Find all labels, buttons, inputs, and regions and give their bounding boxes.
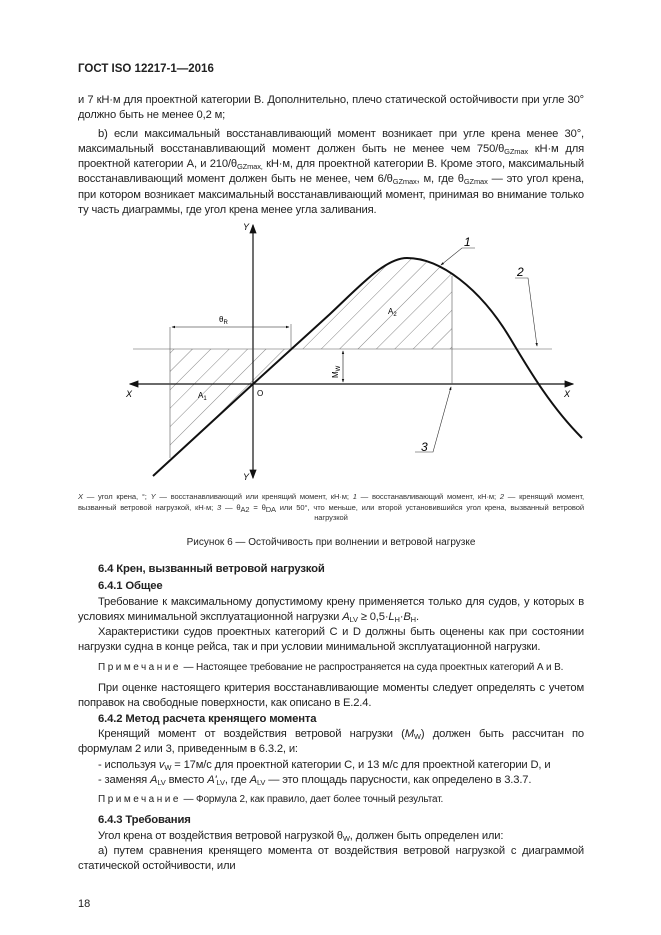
note-text: — Настоящее требование не распространяется на суда проектных категорий А и В. [180,661,564,673]
area-a2-hatch [291,258,510,349]
heading-6-4: 6.4 Крен, вызванный ветровой нагрузкой [98,563,325,575]
note-label: Примечание [98,794,181,806]
text-run: A [342,610,350,623]
text-run: - используя [98,758,159,771]
subscript-text: LV [216,777,225,787]
subscript-text: A2 [240,504,250,514]
text-run: или 50°, что меньше, или второй установившийся угол крена, вызванный ветровой нагрузкой [275,502,584,522]
paragraph [78,727,584,758]
text-run: 2 [499,492,504,501]
document-header: ГОСТ ISO 12217-1—2016 [78,63,214,75]
page-number: 18 [78,898,91,910]
subscript-text: W [413,731,421,741]
subscript-text: LV [157,777,166,787]
callout-2: 2 [517,265,524,279]
subscript-text: GZmax, [236,162,263,172]
text-run: — восстанавливающий или кренящий момент, кН·м; [155,492,353,501]
subscript-text: H [410,614,416,624]
theta-r-label: $\theta_R$ [219,315,228,326]
subscript-text: H [394,614,400,624]
list-item [78,758,584,773]
text-run: Требование к максимальному допустимому крену применяется только для судов, у которых в условиях минимальной эксплуатационной нагрузки [78,595,584,623]
text-run: — это угол крена, при котором возникает максимальный восстанавливающий момент, принимая во внимание только ту часть диаграммы, где угол крена менее угла заливания. [78,173,584,217]
stability-diagram [0,8,661,488]
text-run: При оценке настоящего критерия восстанавливающие моменты следует определять с учетом поправок на свободные поверхности, как описано в Е.2.4. [78,682,584,710]
text-run: Кренящий момент от воздействия ветровой нагрузки ( [98,727,405,740]
text-run: X [78,492,83,501]
subscript-text: GZmax [504,146,529,156]
callout-3: 3 [421,440,428,454]
text-run: 3 [217,502,222,512]
text-run: кН·м, для проектной категории В. Кроме этого, максимальный восстанавливающий момент должен быть не менее, чем 6/θ [78,158,584,186]
text-run: M [404,727,414,740]
text-run: b) если максимальный восстанавливающий момент возникает при угле крена менее 30°, максимальный восстанавливающий момент должен быть не менее чем 750/θ [78,127,584,155]
text-run: ) должен быть рассчитан по формулам 2 или 3, приведенным в 6.3.2, и: [78,727,584,756]
text-run: , м, где θ [416,173,464,186]
heading-6-4-1: 6.4.1 Общее [98,580,163,593]
text-run: ≥ 0,5· [357,610,389,623]
origin-label: O [257,389,264,398]
text-run: — θ [221,502,241,512]
text-run: , где [224,773,250,786]
text-run: . [415,610,419,623]
note-2 [78,792,584,807]
y-axis-label-top: Y [243,222,250,232]
text-run: Характеристики судов проектных категорий С и D должны быть оценены как при состоянии нагрузки судна в конце рейса, так и при условии минимальной эксплуатационной нагрузки. [78,626,584,654]
subscript-text: GZmax [463,177,488,187]
text-run: A [249,773,257,786]
mw-label: $M_W$ [331,365,342,378]
a1-label: $A_1$ [198,391,207,402]
y-axis-label-bottom: Y [243,472,250,482]
paragraph [78,595,584,626]
note-1 [78,660,584,675]
note-label: Примечание [98,661,181,673]
text-run: · [399,610,404,623]
text-run: B [403,610,411,623]
x-axis-label-left: X [126,389,133,399]
text-run: - заменяя [98,773,151,786]
paragraph [78,681,584,712]
text-run: — это площадь парусности, как определено в 3.3.7. [265,773,532,786]
paragraph [78,844,584,875]
text-run: и 7 кН·м для проектной категории В. Дополнительно, плечо статической остойчивости при угле 30° должно быть не менее 0,2 м; [78,94,584,122]
text-run: A' [207,773,217,786]
text-run: = θ [249,502,266,512]
text-run: — кренящий момент, вызванный ветровой нагрузкой, кН·м; [78,492,584,512]
heading-6-4-2: 6.4.2 Метод расчета кренящего момента [98,712,317,725]
note-text: — Формула 2, как правило, дает более точный результат. [180,794,444,806]
text-run: = 17м/с для проектной категории С, и 13 м/с для проектной категории D, и [171,758,551,771]
text-run: а) путем сравнения кренящего момента от воздействия ветровой нагрузкой с диаграммой статической остойчивости, или [78,845,584,873]
text-run: , должен быть определен или: [349,829,504,842]
text-run: вместо [165,773,208,786]
text-run: — угол крена, °; [82,492,151,501]
subscript-text: DA [265,504,276,514]
paragraph [78,829,584,844]
x-axis-label-right: X [564,389,571,399]
text-run: A [150,773,158,786]
callout-1: 1 [464,235,471,249]
text-run: Y [150,492,156,501]
list-item [78,773,584,788]
figure-caption: Рисунок 6 — Остойчивость при волнении и ветровой нагрузке [186,537,476,548]
subscript-text: W [342,833,350,843]
callout-1-leader [441,248,475,265]
callout-2-leader [515,278,537,346]
figure-legend [78,492,584,524]
section-6-4 [78,562,584,875]
text-run: кН·м для проектной категории А, и 210/θ [78,142,584,171]
subscript-text: W [164,762,172,772]
heading-6-4-3: 6.4.3 Требования [98,814,191,827]
subscript-text: GZmax [392,177,417,187]
paragraph [78,625,584,656]
text-run: L [388,610,395,623]
text-run: v [158,758,165,771]
text-run: — восстанавливающий момент, кН·м; [356,492,500,501]
subscript-text: LV [256,777,266,787]
subscript-text: LV [349,614,358,624]
text-run: Угол крена от воздействия ветровой нагрузкой θ [98,829,343,842]
text-run: 1 [352,492,357,501]
a2-label: $A_2$ [388,307,397,318]
